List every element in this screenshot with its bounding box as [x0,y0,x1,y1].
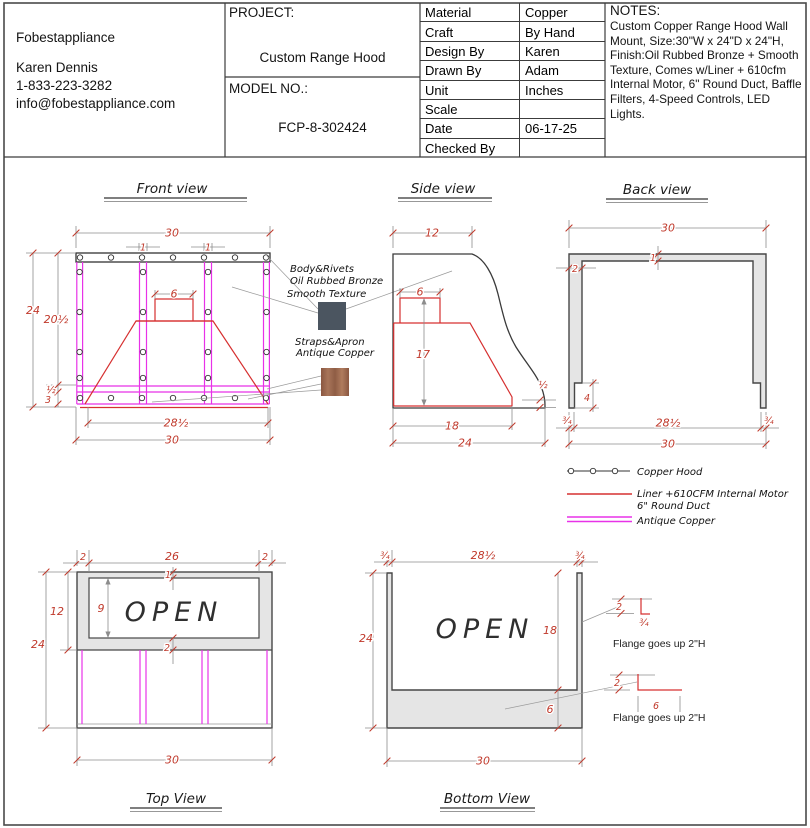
spec-value: Adam [525,63,559,79]
company-contact: Karen Dennis [16,60,98,75]
strap-finish-label-1: Straps&Apron [295,337,365,348]
spec-value: By Hand [525,24,575,40]
spec-value: Karen [525,43,560,59]
spec-label: Craft [420,22,520,40]
top-dim-width: 30 [165,753,179,767]
spec-label: Checked By [420,139,520,157]
spec-table [420,3,605,157]
spec-row-unit [420,81,605,100]
company-email: info@fobestappliance.com [16,96,176,111]
back-dim-inner: 28½ [655,416,681,430]
model-label: MODEL NO.: [229,81,309,96]
top-view-drawing [31,550,286,812]
back-dim-bottom: 30 [661,437,675,451]
company-name: Fobestappliance [16,30,116,45]
front-dim-top-width: 30 [165,226,179,240]
back-dim-side: 2 [571,264,579,275]
top-dim-upper: 12 [50,605,64,618]
bottom-dim-foot-left: ¾ [380,551,390,562]
spec-row-date [420,119,605,138]
rivets [77,255,269,401]
flange1-note: Flange goes up 2"H [613,638,706,650]
bottom-view-title: Bottom View [443,791,531,807]
top-dim-front-thk: 1 [164,570,172,581]
front-dim-lip: ½ [46,385,56,396]
spec-value [520,100,605,118]
model-value: FCP-8-302424 [278,120,367,135]
spec-label: Scale [420,100,520,118]
project-label: PROJECT: [229,5,295,20]
front-dim-height: 24 [26,304,40,317]
back-dim-top: 30 [661,221,675,235]
bottom-dim-depth: 24 [359,632,373,645]
front-view-title: Front view [136,181,208,197]
flange1-width: ¾ [639,618,649,629]
body-finish-swatch [318,302,346,330]
strap-finish-label-2: Antique Copper [296,348,374,359]
flange1-height: 2 [615,602,623,613]
side-view-drawing [390,181,556,450]
notes-block [610,3,805,121]
top-dim-opening-width: 26 [165,550,179,563]
legend-copper-hood: Copper Hood [637,467,703,478]
spec-label: Design By [420,42,520,60]
front-dim-duct: 6 [170,287,178,301]
front-dim-inner-width: 28½ [163,416,189,430]
front-view-drawing [26,181,273,447]
legend [567,467,789,527]
back-dim-foot-left: ¾ [562,416,572,427]
bottom-dim-width: 30 [476,754,490,768]
notes-title: NOTES: [610,3,661,18]
spec-row-scale [420,100,605,119]
top-dim-left: 2 [79,552,87,563]
body-finish-label-2: Oil Rubbed Bronze [290,276,384,287]
back-view-drawing [556,182,779,451]
company-phone: 1-833-223-3282 [16,78,113,93]
legend-liner-2: 6" Round Duct [637,501,710,512]
front-dim-bottom-width: 30 [165,433,179,447]
bottom-dim-opening: 18 [543,624,557,637]
spec-value [520,139,605,157]
side-dim-duct: 6 [416,285,424,299]
spec-label: Material [420,3,520,21]
flange2-width: 6 [652,701,660,712]
side-dim-lip: ½ [538,380,548,391]
spec-value: Inches [525,82,564,98]
bottom-dim-band: 6 [546,703,554,716]
bottom-dim-inner: 28½ [470,549,496,562]
side-dim-liner-height: 17 [416,348,430,361]
spec-row-material [420,3,605,22]
top-dim-opening-depth: 9 [97,602,105,615]
front-dim-strap-right: 1 [204,242,212,254]
top-dim-right: 2 [261,552,269,563]
back-dim-foot-right: ¾ [764,416,774,427]
body-finish-label-3: Smooth Texture [287,289,367,300]
back-view-title: Back view [622,182,692,198]
spec-row-design-by [420,42,605,61]
legend-liner-1: Liner +610CFM Internal Motor [637,489,788,500]
body-finish-label-1: Body&Rivets [290,264,354,275]
strap-finish-swatch [321,368,349,396]
top-view-title: Top View [145,791,207,807]
top-dim-depth: 24 [31,638,45,651]
spec-value: 06-17-25 [525,121,578,137]
flange-detail-2 [604,672,705,724]
back-dim-foot-height: 4 [583,393,591,404]
spec-value: Copper [525,5,568,21]
spec-row-craft [420,22,605,41]
project-value: Custom Range Hood [259,50,386,65]
side-dim-liner-depth: 18 [445,419,459,433]
bottom-view-open-label: OPEN [435,614,535,645]
spec-label: Drawn By [420,61,520,79]
spec-row-drawn-by [420,61,605,80]
back-dim-flange: 1 [649,253,657,264]
material-annotations [152,256,452,402]
side-dim-top: 12 [425,226,439,240]
spec-row-checked-by [420,139,605,157]
spec-label: Unit [420,81,520,99]
bottom-view-drawing [359,549,637,812]
notes-body: Custom Copper Range Hood Wall Mount, Size:30"W x 24"D x 24"H, Finish:Oil Rubbed Bronze + Smooth Texture, Comes w/Liner + 610cfm Internal Motor, 6" Round Duct, Baffle Filters, 4-Speed Controls, LED Lights. [610,19,802,121]
flange-detail-1 [606,596,705,650]
top-dim-back-thk: 2 [163,643,171,654]
side-view-title: Side view [410,181,476,197]
top-view-open-label: OPEN [124,597,224,628]
front-dim-upper: 20½ [43,313,69,326]
bottom-dim-foot-right: ¾ [575,551,585,562]
front-dim-apron: 3 [44,395,52,406]
flange2-note: Flange goes up 2"H [613,712,706,724]
front-dim-strap-left: 1 [139,242,147,254]
legend-antique-copper: Antique Copper [637,516,715,527]
spec-label: Date [420,119,520,137]
flange2-height: 2 [613,678,621,689]
side-dim-depth: 24 [458,436,472,450]
